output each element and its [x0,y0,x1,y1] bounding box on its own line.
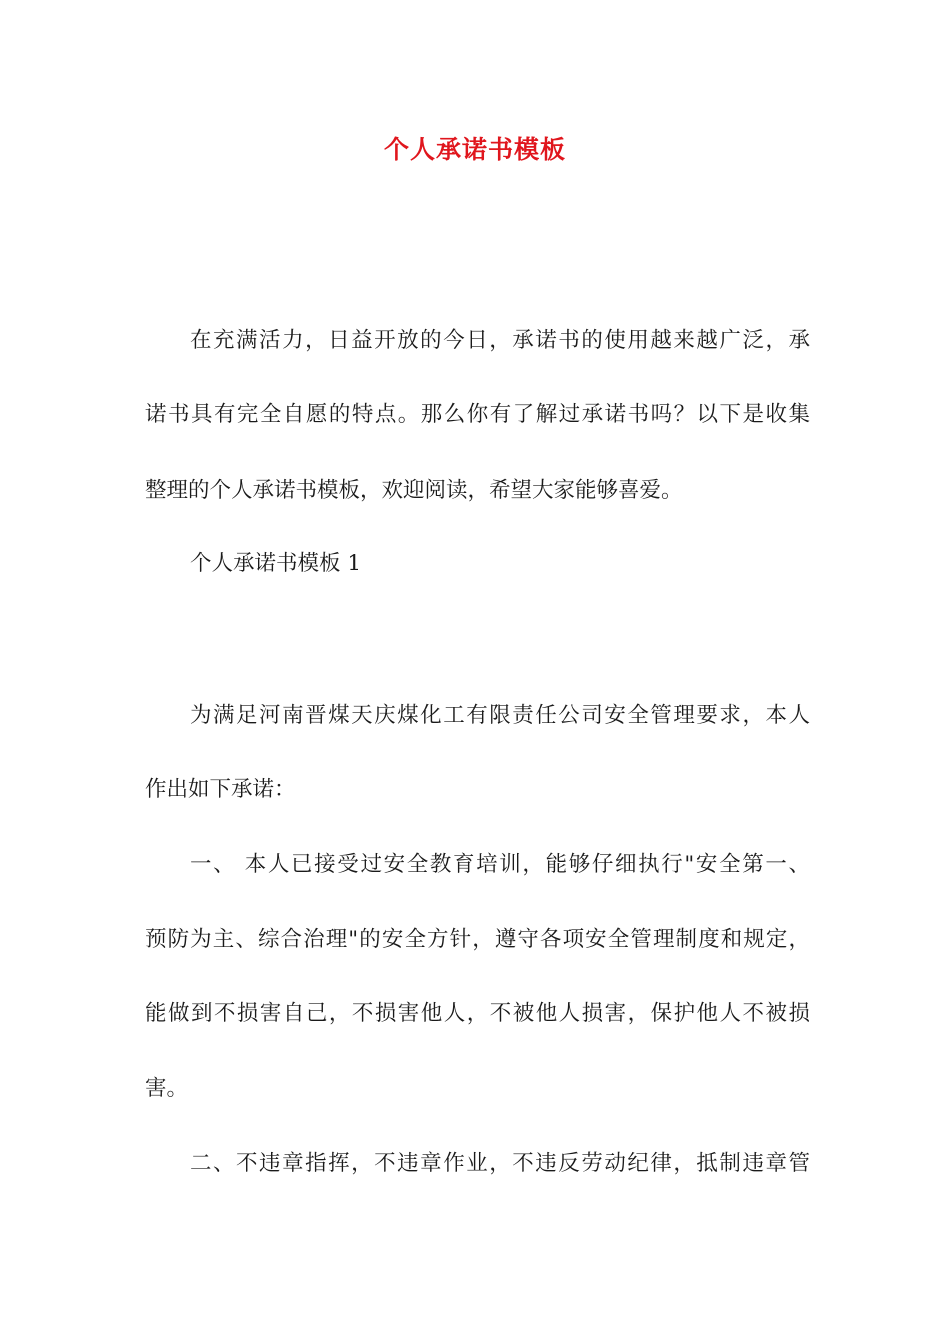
item-two-line-1: 二、不违章指挥，不违章作业，不违反劳动纪律，抵制违章管 [190,1151,810,1176]
item-one-line-3: 能做到不损害自己，不损害他人，不被他人损害，保护他人不被损 [145,1001,810,1026]
item-one-line-1: 一、 本人已接受过安全教育培训，能够仔细执行"安全第一、 [190,852,810,877]
paragraph-pledge-line-1: 为满足河南晋煤天庆煤化工有限责任公司安全管理要求，本人 [190,703,810,728]
paragraph-intro-line-1: 在充满活力，日益开放的今日，承诺书的使用越来越广泛，承 [190,328,810,353]
item-one-line-4: 害。 [145,1076,189,1101]
section-heading: 个人承诺书模板 1 [190,551,362,576]
item-one-line-2: 预防为主、综合治理"的安全方针，遵守各项安全管理制度和规定， [145,927,810,952]
paragraph-intro-line-2: 诺书具有完全自愿的特点。那么你有了解过承诺书吗？以下是收集 [145,402,810,427]
paragraph-pledge-line-2: 作出如下承诺： [145,777,296,802]
paragraph-intro-line-3: 整理的个人承诺书模板，欢迎阅读，希望大家能够喜爱。 [145,478,683,503]
document-title: 个人承诺书模板 [383,135,566,164]
